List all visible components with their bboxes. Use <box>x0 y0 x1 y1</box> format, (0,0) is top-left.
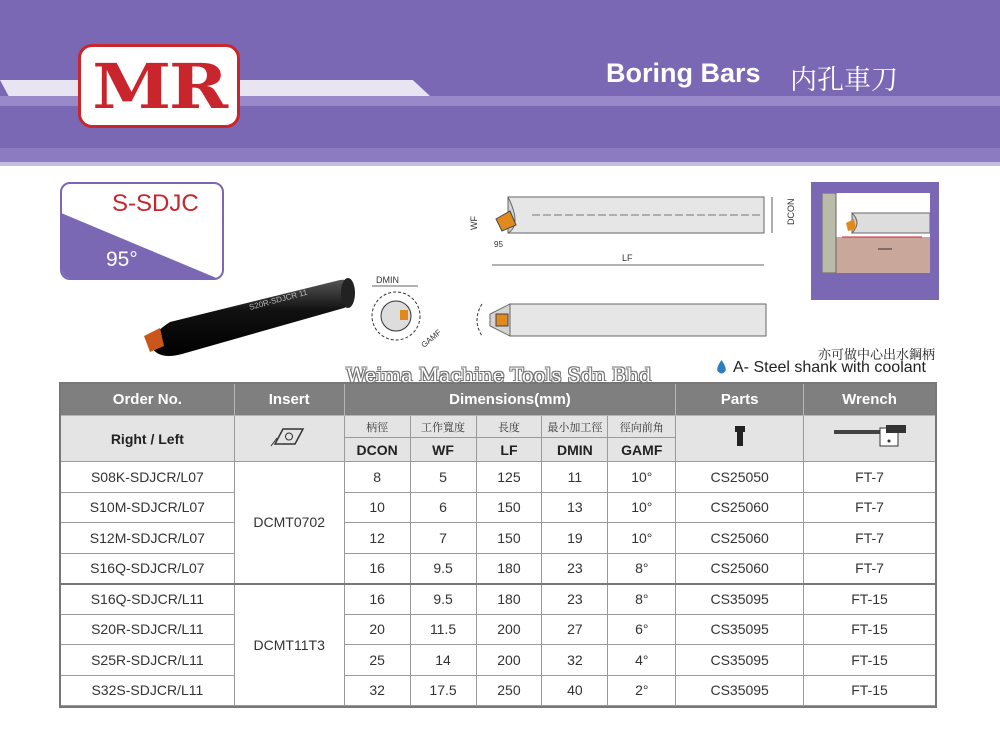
wf-cell: 14 <box>410 645 476 676</box>
insert-group: DCMT0702 <box>234 462 344 584</box>
header-parts: Parts <box>676 384 804 416</box>
dcon-cell: 32 <box>344 675 410 706</box>
wrench-cell: FT-15 <box>804 584 936 615</box>
dmin-cell: 19 <box>542 523 608 554</box>
parts-cell: CS35095 <box>676 645 804 676</box>
label-dcon: DCON <box>786 198 796 225</box>
lf-cell: 180 <box>476 584 542 615</box>
wf-cell: 7 <box>410 523 476 554</box>
wrench-icon <box>804 416 936 462</box>
order-no: S12M-SDJCR/L07 <box>61 523 235 554</box>
dcon-cell: 25 <box>344 645 410 676</box>
gamf-cell: 2° <box>608 675 676 706</box>
table-row <box>61 675 936 706</box>
dmin-cell: 11 <box>542 462 608 493</box>
table-row <box>61 553 936 584</box>
insert-group: DCMT11T3 <box>234 584 344 706</box>
wf-cell: 9.5 <box>410 584 476 615</box>
wf-cell: 9.5 <box>410 553 476 584</box>
wf-cell: 17.5 <box>410 675 476 706</box>
label-dmin: DMIN <box>376 275 399 285</box>
lf-cell: 200 <box>476 645 542 676</box>
dim-en-wf: WF <box>410 438 476 462</box>
lf-cell: 125 <box>476 462 542 493</box>
wrench-cell: FT-7 <box>804 492 936 523</box>
wf-cell: 11.5 <box>410 614 476 645</box>
lf-cell: 250 <box>476 675 542 706</box>
parts-cell: CS35095 <box>676 584 804 615</box>
logo-text: MR <box>92 49 226 123</box>
parts-cell: CS35095 <box>676 675 804 706</box>
banner-bottom-band <box>0 148 1000 162</box>
dcon-cell: 16 <box>344 553 410 584</box>
label-gamf: GAMF <box>419 327 443 350</box>
header-order: Order No. <box>61 384 235 416</box>
model-angle: 95° <box>106 248 138 271</box>
order-no: S20R-SDJCR/L11 <box>61 614 235 645</box>
parts-cell: CS35095 <box>676 614 804 645</box>
screw-icon <box>676 416 804 462</box>
cross-section-diagram <box>366 272 456 352</box>
model-name: S-SDJC <box>112 190 199 217</box>
water-drop-icon <box>716 360 727 374</box>
header-insert: Insert <box>234 384 344 416</box>
lf-cell: 180 <box>476 553 542 584</box>
coolant-note-en: A- Steel shank with coolant <box>733 359 926 376</box>
dcon-cell: 10 <box>344 492 410 523</box>
table-row <box>61 492 936 523</box>
table-row <box>61 523 936 554</box>
table-row <box>61 645 936 676</box>
parts-cell: CS25050 <box>676 462 804 493</box>
wf-cell: 5 <box>410 462 476 493</box>
gamf-cell: 10° <box>608 492 676 523</box>
order-no: S25R-SDJCR/L11 <box>61 645 235 676</box>
dim-en-dcon: DCON <box>344 438 410 462</box>
wrench-cell: FT-7 <box>804 523 936 554</box>
label-lf: LF <box>622 253 633 263</box>
coolant-note-cn: 亦可做中心出水鋼柄 <box>818 348 936 363</box>
wrench-cell: FT-7 <box>804 462 936 493</box>
gamf-cell: 6° <box>608 614 676 645</box>
wrench-cell: FT-15 <box>804 645 936 676</box>
wf-cell: 6 <box>410 492 476 523</box>
dmin-cell: 13 <box>542 492 608 523</box>
mr-logo <box>78 44 240 128</box>
watermark-text: Weima Machine Tools Sdn Bhd <box>346 363 652 387</box>
table-row <box>61 614 936 645</box>
gamf-cell: 10° <box>608 523 676 554</box>
dim-cn-gamf: 徑向前角 <box>608 416 676 438</box>
dim-cn-wf: 工作寬度 <box>410 416 476 438</box>
banner-bottom-line <box>0 162 1000 166</box>
dim-cn-lf: 長度 <box>476 416 542 438</box>
label-wf: WF <box>469 216 479 230</box>
parts-cell: CS25060 <box>676 523 804 554</box>
machining-inset <box>811 182 939 300</box>
page-title-cn: 内孔車刀 <box>790 65 898 96</box>
dim-en-dmin: DMIN <box>542 438 608 462</box>
wrench-cell: FT-15 <box>804 675 936 706</box>
dim-en-lf: LF <box>476 438 542 462</box>
order-no: S16Q-SDJCR/L11 <box>61 584 235 615</box>
dmin-cell: 40 <box>542 675 608 706</box>
dmin-cell: 32 <box>542 645 608 676</box>
lf-cell: 150 <box>476 492 542 523</box>
order-no: S32S-SDJCR/L11 <box>61 675 235 706</box>
top-view-drawing <box>462 185 802 275</box>
insert-shape-icon <box>234 416 344 462</box>
parts-cell: CS25060 <box>676 553 804 584</box>
order-no: S10M-SDJCR/L07 <box>61 492 235 523</box>
table-row <box>61 584 936 615</box>
shank-marking: S20R-SDJCR 11 <box>248 287 309 312</box>
parts-cell: CS25060 <box>676 492 804 523</box>
dcon-cell: 12 <box>344 523 410 554</box>
boring-bar-photo-icon <box>130 270 360 370</box>
side-view-drawing <box>466 296 776 346</box>
machining-illustration-icon <box>822 193 930 273</box>
model-badge <box>60 182 224 280</box>
header-wrench: Wrench <box>804 384 936 416</box>
specs-table <box>60 383 936 706</box>
dcon-cell: 20 <box>344 614 410 645</box>
label-angle95: 95 <box>494 240 503 249</box>
dim-cn-dmin: 最小加工徑 <box>542 416 608 438</box>
table-row <box>61 462 936 493</box>
dmin-cell: 23 <box>542 584 608 615</box>
dmin-cell: 27 <box>542 614 608 645</box>
lf-cell: 150 <box>476 523 542 554</box>
header-dimensions: Dimensions(mm) <box>344 384 676 416</box>
dcon-cell: 8 <box>344 462 410 493</box>
dim-cn-dcon: 柄徑 <box>344 416 410 438</box>
dmin-cell: 23 <box>542 553 608 584</box>
page-title: Boring Bars <box>606 58 761 88</box>
gamf-cell: 10° <box>608 462 676 493</box>
order-no: S16Q-SDJCR/L07 <box>61 553 235 584</box>
gamf-cell: 8° <box>608 553 676 584</box>
gamf-cell: 4° <box>608 645 676 676</box>
lf-cell: 200 <box>476 614 542 645</box>
wrench-cell: FT-15 <box>804 614 936 645</box>
gamf-cell: 8° <box>608 584 676 615</box>
wrench-cell: FT-7 <box>804 553 936 584</box>
dcon-cell: 16 <box>344 584 410 615</box>
dim-en-gamf: GAMF <box>608 438 676 462</box>
right-left-label: Right / Left <box>61 416 235 462</box>
order-no: S08K-SDJCR/L07 <box>61 462 235 493</box>
